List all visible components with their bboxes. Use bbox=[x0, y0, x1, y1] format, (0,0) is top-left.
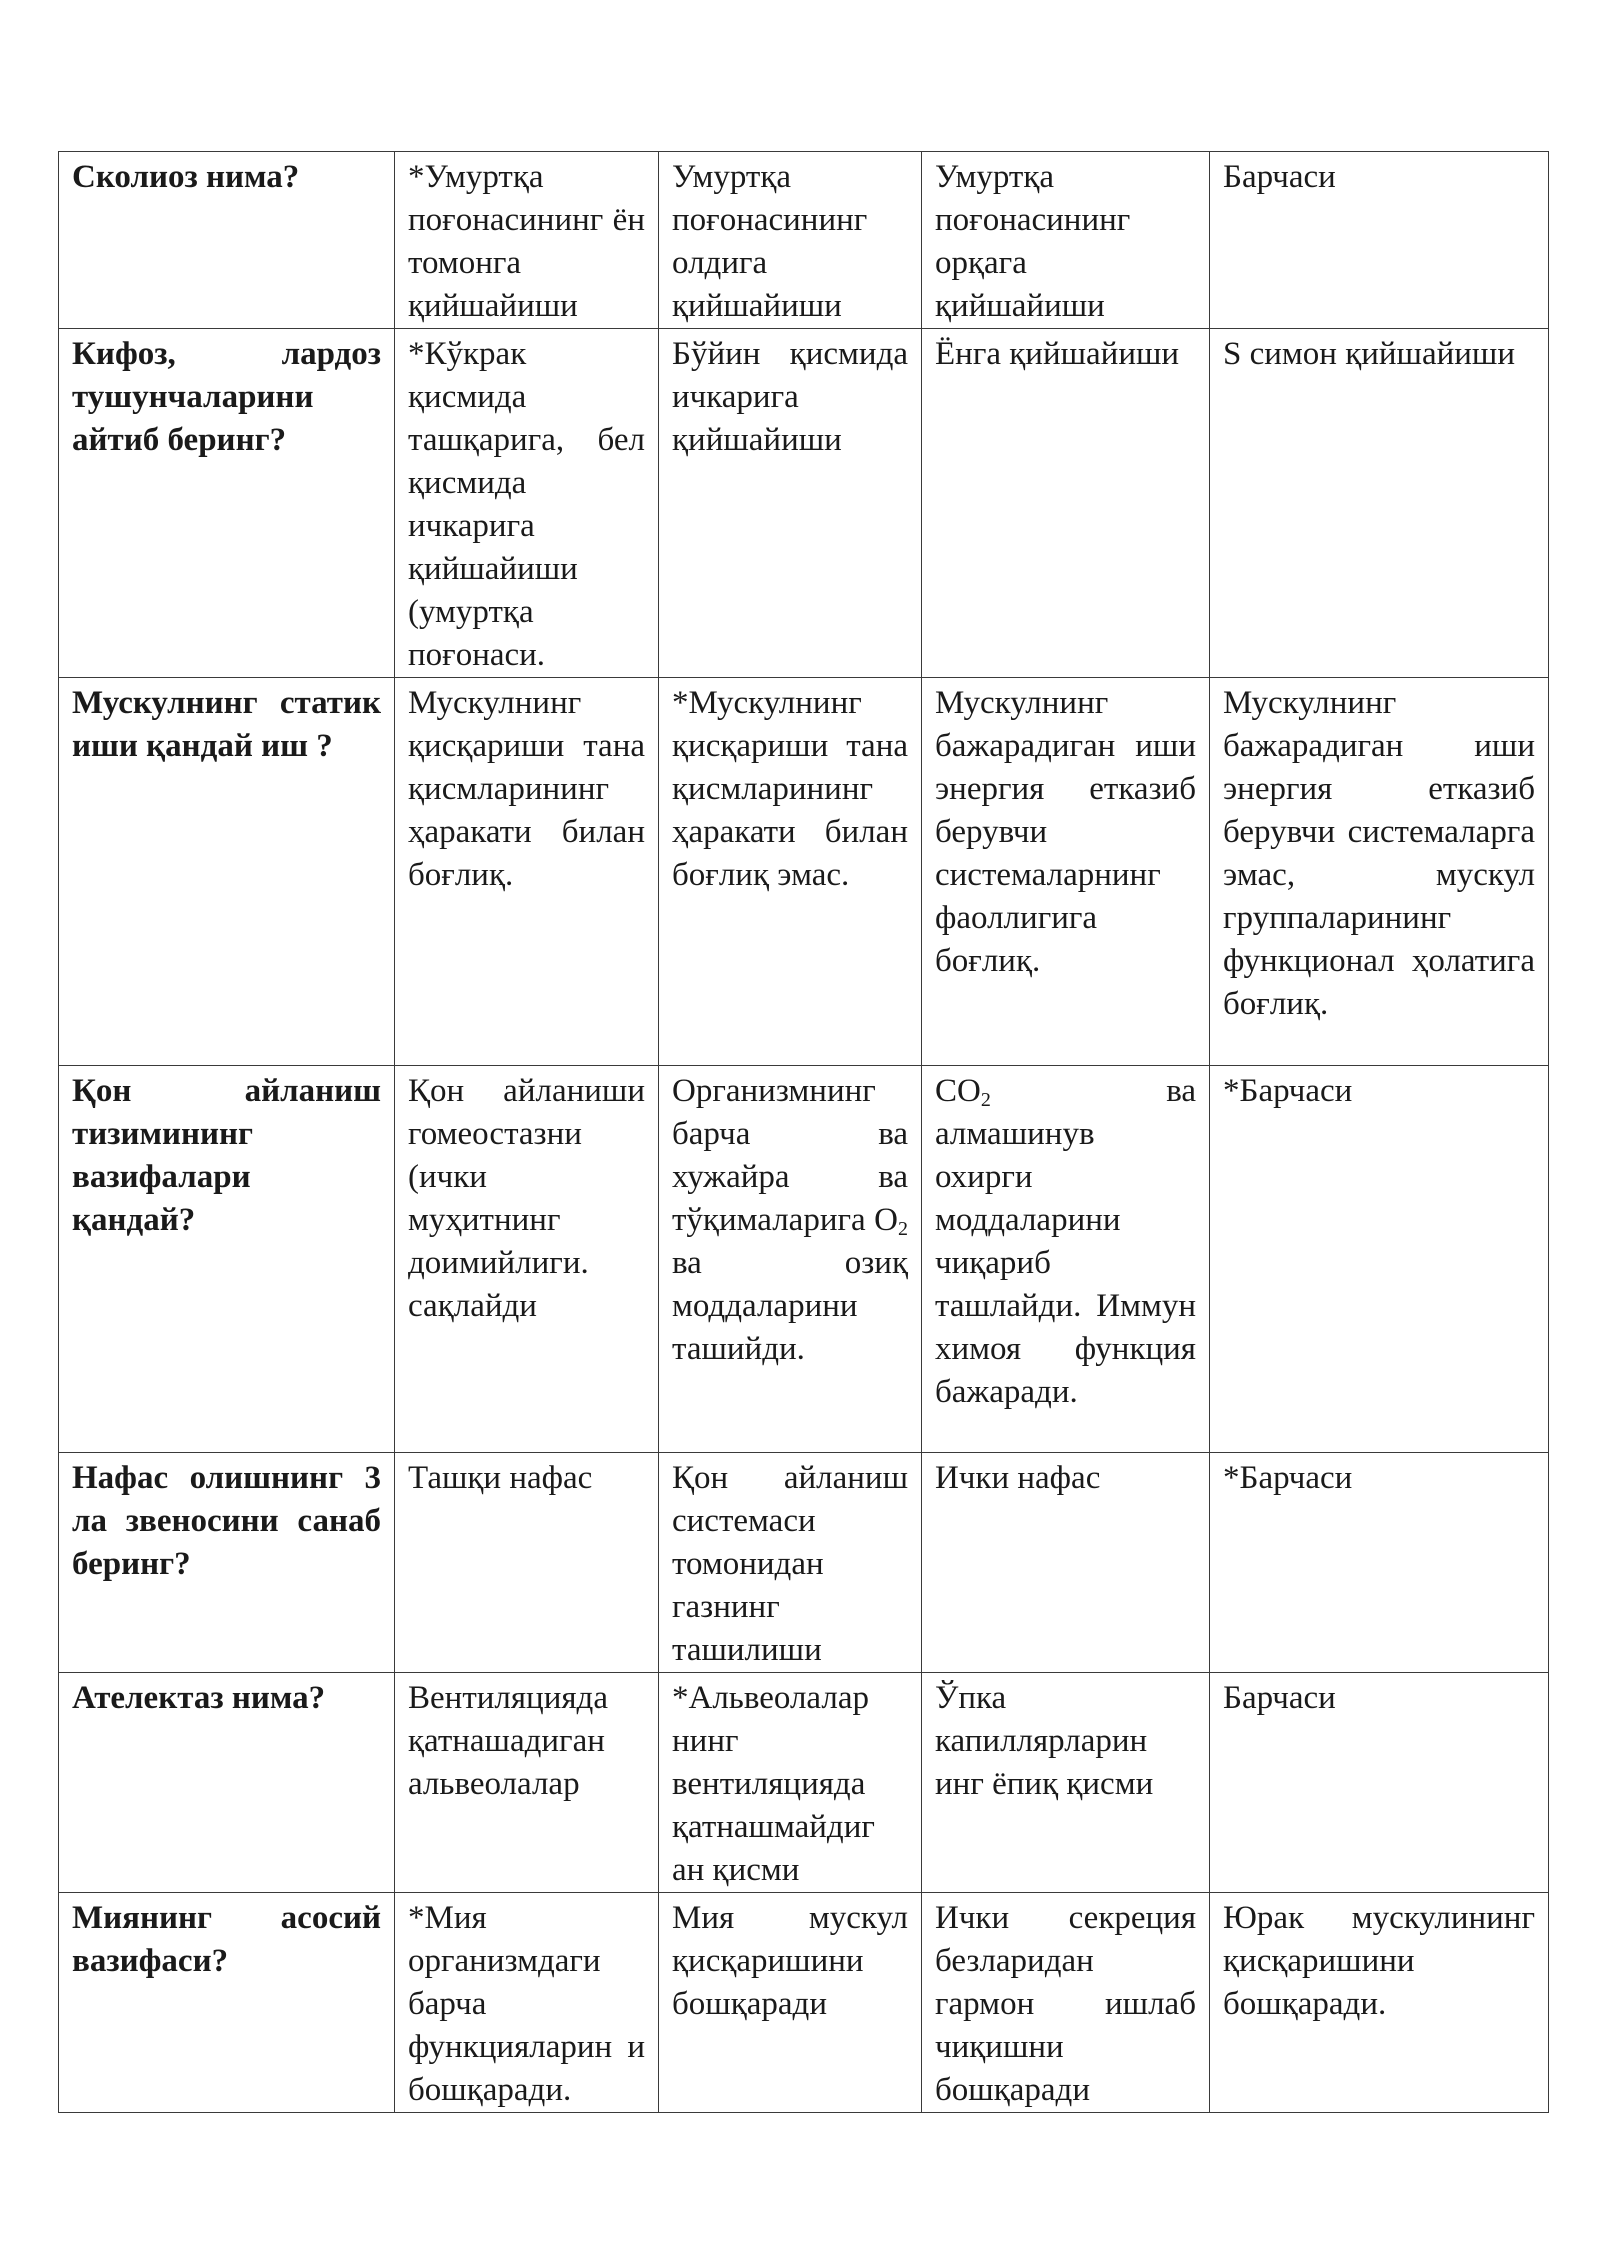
answer-cell-d: S симон қийшайиши bbox=[1210, 329, 1549, 678]
answer-cell-a: Мускулнинг қисқариши тана қисмларининг ҳаракати билан боғлиқ. bbox=[395, 678, 659, 1066]
table-row bbox=[59, 152, 1549, 329]
answer-cell-a: Вентиляцияда қатнашадиган альвеолалар bbox=[395, 1673, 659, 1893]
answer-cell-c: Мускулнинг бажарадиган иши энергия етказиб берувчи системаларнинг фаоллигига боғлиқ. bbox=[922, 678, 1210, 1066]
answer-cell-d: Барчаси bbox=[1210, 152, 1549, 329]
table-row bbox=[59, 1893, 1549, 2113]
answer-text: Организмнинг барча ва хужайра ва тўқималарига O bbox=[672, 1073, 908, 1238]
answer-cell-a: *Кўкрак қисмида ташқарига, бел қисмида ичкарига қийшайиши (умуртқа поғонаси. bbox=[395, 329, 659, 678]
answer-cell-c: Умуртқа поғонасининг орқага қийшайиши bbox=[922, 152, 1210, 329]
answer-cell-d: Мускулнинг бажарадиган иши энергия етказиб берувчи системаларга эмас, мускул группаларининг функционал ҳолатига боғлиқ. bbox=[1210, 678, 1549, 1066]
question-cell: Кифоз, лардоз тушунчаларини айтиб беринг? bbox=[59, 329, 395, 678]
subscript-text: 2 bbox=[980, 1089, 991, 1111]
answer-text: CO bbox=[935, 1073, 981, 1109]
answer-cell-b bbox=[659, 1066, 922, 1453]
quiz-table bbox=[58, 151, 1549, 2113]
question-cell: Қон айланиш тизимининг вазифалари қандай? bbox=[59, 1066, 395, 1453]
table-row bbox=[59, 678, 1549, 1066]
answer-cell-b: Умуртқа поғонасининг олдига қийшайиши bbox=[659, 152, 922, 329]
answer-cell-c: Ички секреция безларидан гармон ишлаб чиқишни бошқаради bbox=[922, 1893, 1210, 2113]
answer-cell-b: Қон айланиш системаси томонидан газнинг ташилиши bbox=[659, 1453, 922, 1673]
subscript-text: 2 bbox=[898, 1218, 908, 1240]
question-cell: Нафас олишнинг 3 ла звеносини санаб беринг? bbox=[59, 1453, 395, 1673]
answer-cell-b: Бўйин қисмида ичкарига қийшайиши bbox=[659, 329, 922, 678]
answer-text: ва озиқ моддаларини ташийди. bbox=[672, 1245, 908, 1367]
answer-cell-b: Мия мускул қисқаришини бошқаради bbox=[659, 1893, 922, 2113]
table-row bbox=[59, 1673, 1549, 1893]
answer-text: ва алмашинув охирги моддаларини чиқариб ташлайди. Иммун химоя функция бажаради. bbox=[935, 1073, 1196, 1410]
answer-cell-a: *Умуртқа поғонасининг ён томонга қийшайиши bbox=[395, 152, 659, 329]
answer-cell-d: *Барчаси bbox=[1210, 1066, 1549, 1453]
answer-cell-a: Ташқи нафас bbox=[395, 1453, 659, 1673]
question-cell: Сколиоз нима? bbox=[59, 152, 395, 329]
answer-cell-d: Барчаси bbox=[1210, 1673, 1549, 1893]
document-page bbox=[58, 151, 1548, 2113]
answer-cell-b: *Мускулнинг қисқариши тана қисмларининг ҳаракати билан боғлиқ эмас. bbox=[659, 678, 922, 1066]
answer-cell-c: Ички нафас bbox=[922, 1453, 1210, 1673]
answer-cell-c: Ёнга қийшайиши bbox=[922, 329, 1210, 678]
question-cell: Мускулнинг статик иши қандай иш ? bbox=[59, 678, 395, 1066]
answer-cell-a: *Мия организмдаги барча функцияларин и бошқаради. bbox=[395, 1893, 659, 2113]
table-row bbox=[59, 1066, 1549, 1453]
answer-cell-d: *Барчаси bbox=[1210, 1453, 1549, 1673]
question-cell: Ателектаз нима? bbox=[59, 1673, 395, 1893]
answer-cell-a: Қон айланиши гомеостазни (ички муҳитнинг доимийлиги. сақлайди bbox=[395, 1066, 659, 1453]
answer-cell-d: Юрак мускулининг қисқаришини бошқаради. bbox=[1210, 1893, 1549, 2113]
table-row bbox=[59, 1453, 1549, 1673]
table-row bbox=[59, 329, 1549, 678]
answer-cell-c bbox=[922, 1066, 1210, 1453]
answer-cell-c: Ўпка капиллярларин инг ёпиқ қисми bbox=[922, 1673, 1210, 1893]
question-cell: Миянинг асосий вазифаси? bbox=[59, 1893, 395, 2113]
answer-cell-b: *Альвеолалар нинг вентиляцияда қатнашмайдиг ан қисми bbox=[659, 1673, 922, 1893]
